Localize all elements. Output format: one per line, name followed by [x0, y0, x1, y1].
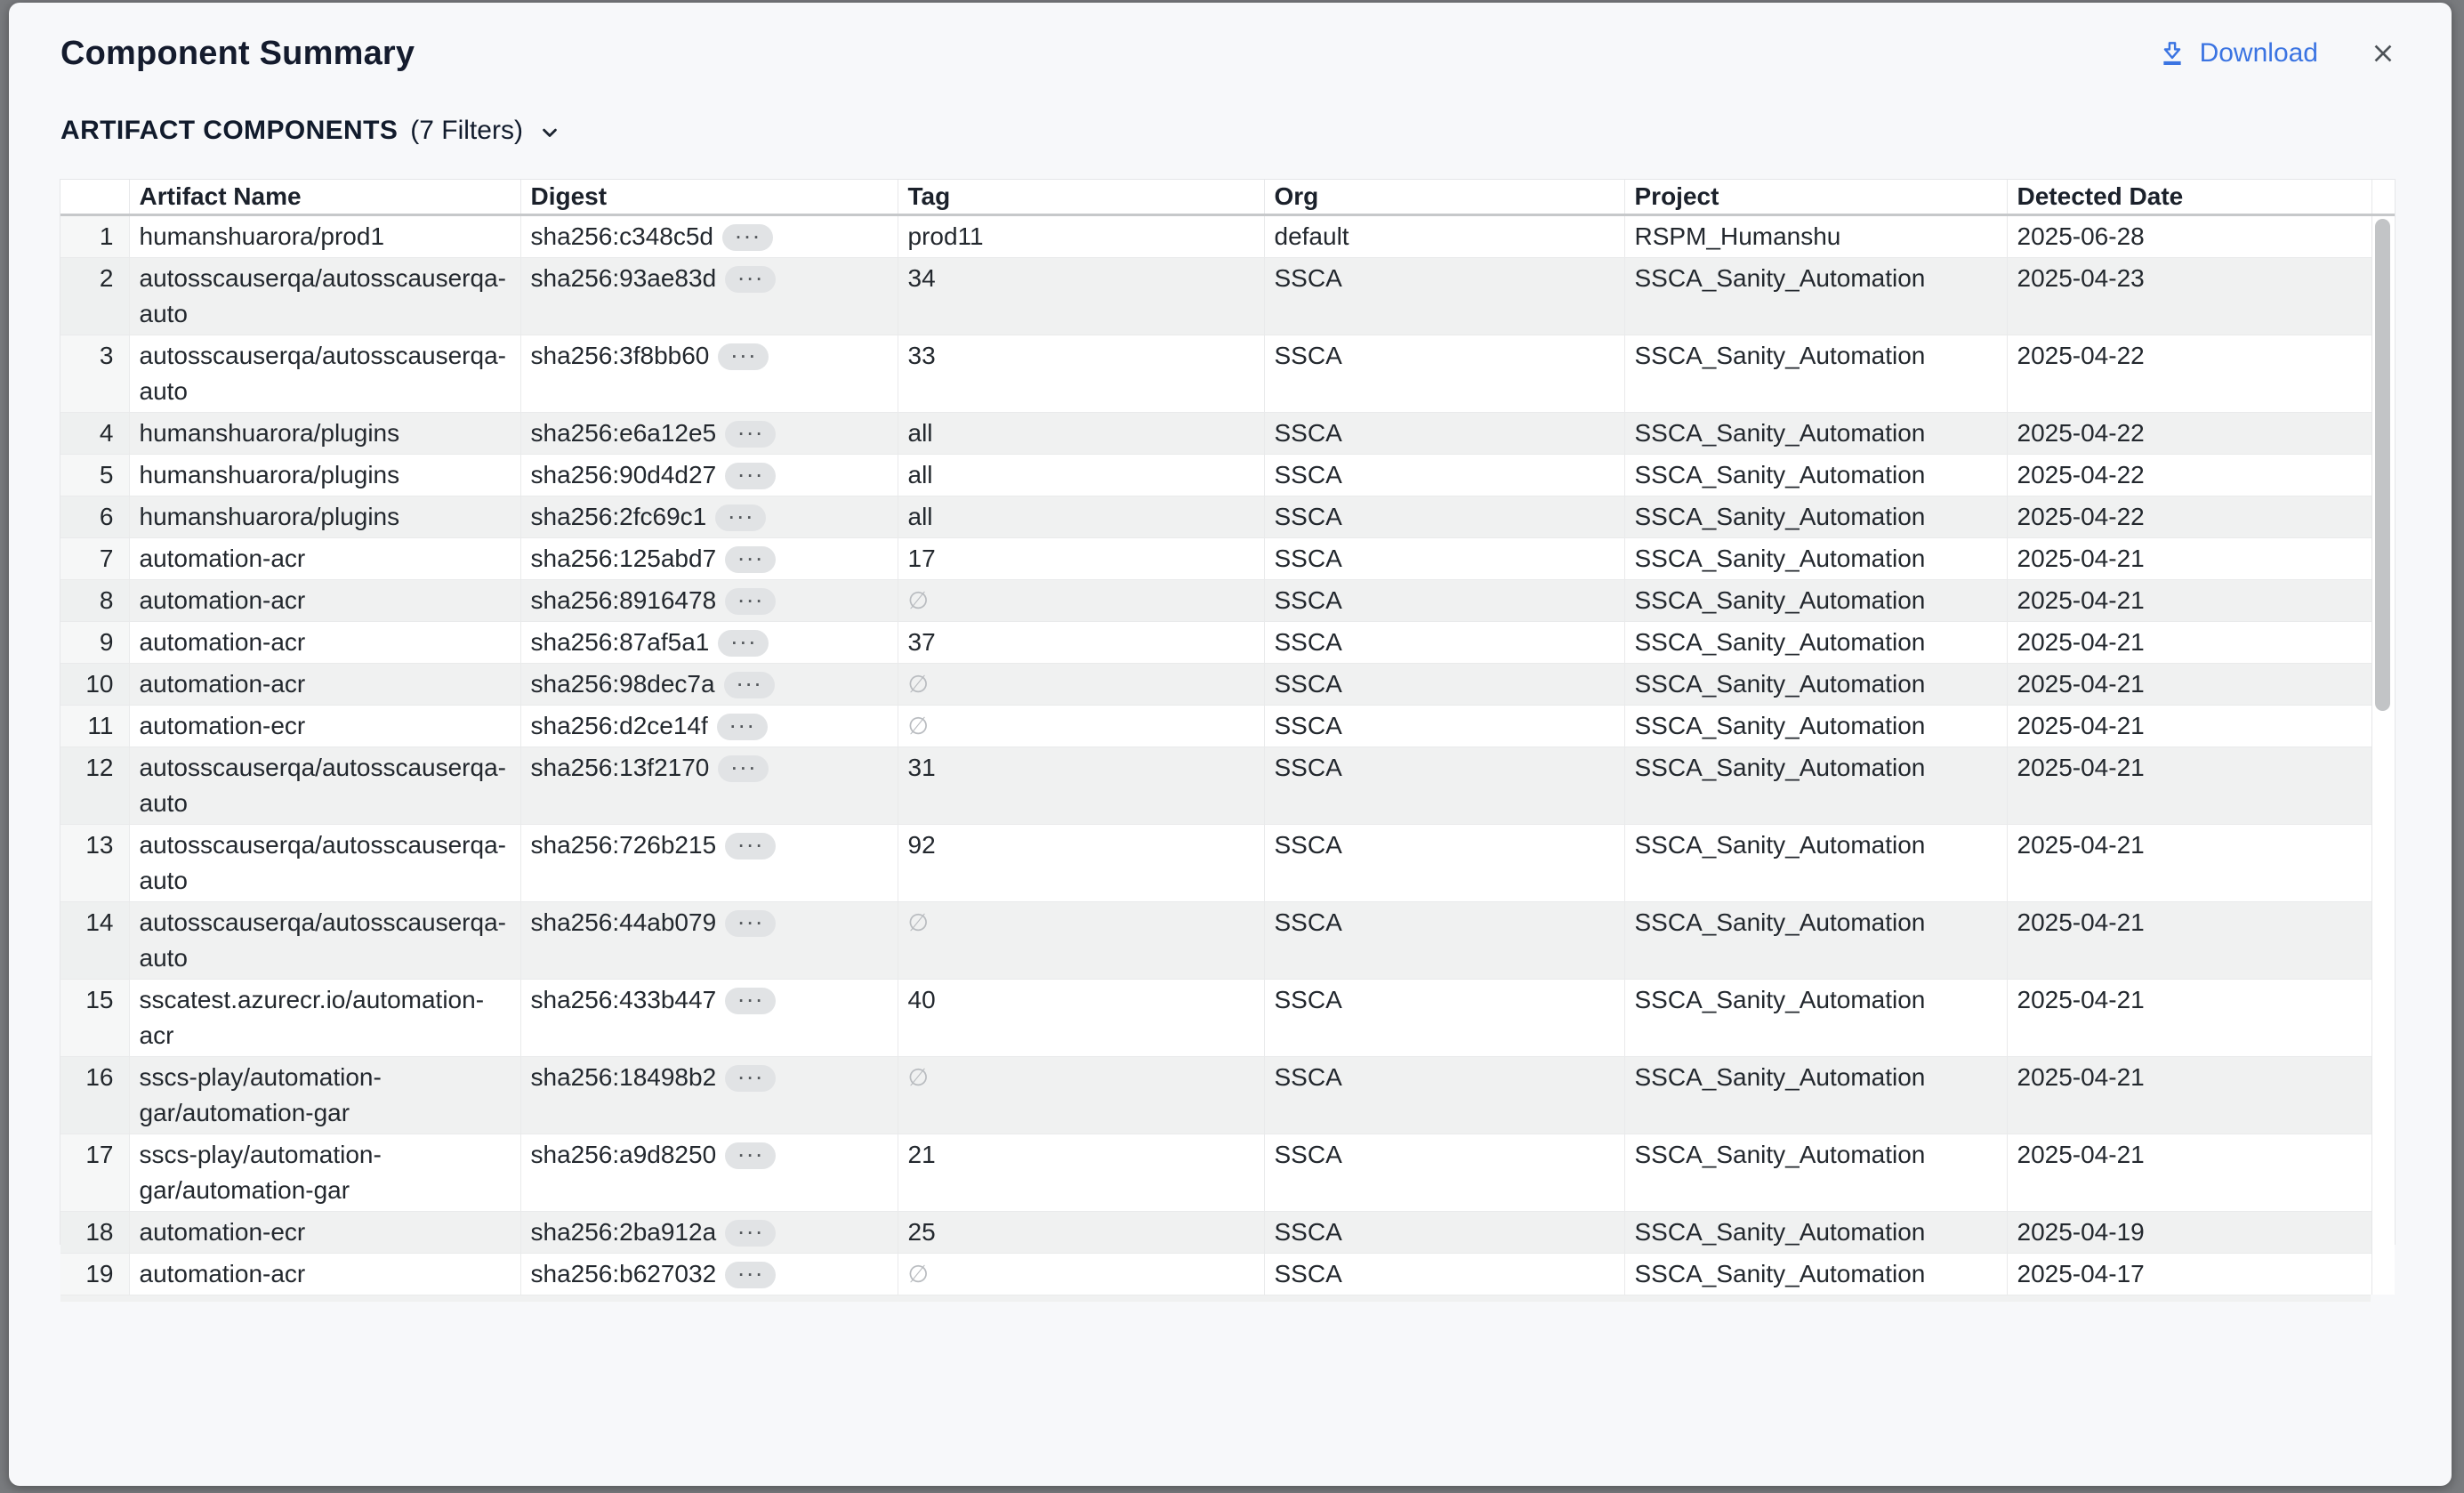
digest-value: sha256:44ab079: [530, 908, 717, 936]
column-header-date: Detected Date: [2007, 180, 2371, 214]
empty-tag-icon: ∅: [907, 1063, 930, 1091]
digest-value: sha256:c348c5d: [530, 222, 714, 250]
cell-project: SSCA_Sanity_Automation: [1624, 579, 2007, 621]
cell-project: SSCA_Sanity_Automation: [1624, 257, 2007, 335]
cell-num: 9: [60, 621, 129, 663]
digest-expand-button[interactable]: ···: [725, 833, 776, 859]
cell-artifact-name: automation-ecr: [129, 705, 520, 746]
cell-artifact-name: sscs-play/automation-gar/automation-gar: [129, 1056, 520, 1134]
column-header-digest: Digest: [520, 180, 898, 214]
table-header: [60, 180, 2395, 214]
artifact-components-toggle[interactable]: [60, 113, 562, 149]
cell-org: SSCA: [1264, 454, 1624, 496]
cell-detected-date: 2025-04-21: [2007, 621, 2371, 663]
cell-digest: [520, 496, 898, 537]
table-row: [60, 412, 2395, 454]
empty-tag-icon: ∅: [907, 586, 930, 614]
digest-value: sha256:726b215: [530, 830, 717, 859]
digest-expand-button[interactable]: ···: [725, 1065, 776, 1092]
cell-num: 11: [60, 705, 129, 746]
cell-org: SSCA: [1264, 1056, 1624, 1134]
cell-tag: 25: [898, 1211, 1264, 1253]
cell-artifact-name: automation-acr: [129, 537, 520, 579]
cell-digest: [520, 257, 898, 335]
component-summary-modal: [9, 3, 2452, 1486]
digest-expand-button[interactable]: ···: [724, 672, 775, 698]
cell-tag: [898, 1056, 1264, 1134]
cell-artifact-name: sscatest.azurecr.io/automation-acr: [129, 979, 520, 1056]
cell-digest: [520, 412, 898, 454]
cell-tag: 37: [898, 621, 1264, 663]
cell-detected-date: 2025-04-21: [2007, 1056, 2371, 1134]
cell-artifact-name: humanshuarora/plugins: [129, 496, 520, 537]
digest-expand-button[interactable]: ···: [722, 224, 773, 251]
digest-expand-button[interactable]: ···: [725, 588, 776, 615]
cell-project: SSCA_Sanity_Automation: [1624, 824, 2007, 901]
empty-tag-icon: ∅: [907, 1260, 930, 1287]
cell-detected-date: 2025-04-21: [2007, 1134, 2371, 1211]
table-scrollbar[interactable]: [2371, 217, 2395, 1246]
cell-tag: all: [898, 454, 1264, 496]
partial-next-row: [60, 1295, 2371, 1302]
cell-project: SSCA_Sanity_Automation: [1624, 621, 2007, 663]
cell-project: SSCA_Sanity_Automation: [1624, 1253, 2007, 1295]
cell-tag: [898, 901, 1264, 979]
table-row: [60, 257, 2395, 335]
cell-digest: [520, 1211, 898, 1253]
digest-expand-button[interactable]: ···: [725, 266, 776, 293]
cell-org: SSCA: [1264, 335, 1624, 412]
cell-detected-date: 2025-04-21: [2007, 537, 2371, 579]
cell-artifact-name: autosscauserqa/autosscauserqa-auto: [129, 257, 520, 335]
digest-expand-button[interactable]: ···: [718, 343, 769, 370]
column-header-project: Project: [1624, 180, 2007, 214]
cell-digest: [520, 454, 898, 496]
digest-expand-button[interactable]: ···: [725, 1220, 776, 1247]
cell-digest: [520, 705, 898, 746]
cell-artifact-name: humanshuarora/prod1: [129, 214, 520, 257]
cell-num: 6: [60, 496, 129, 537]
cell-org: SSCA: [1264, 1134, 1624, 1211]
empty-tag-icon: ∅: [907, 908, 930, 936]
digest-expand-button[interactable]: ···: [725, 1142, 776, 1169]
digest-value: sha256:87af5a1: [530, 627, 710, 656]
cell-org: default: [1264, 214, 1624, 257]
cell-tag: 21: [898, 1134, 1264, 1211]
download-button[interactable]: [2157, 38, 2318, 69]
cell-project: SSCA_Sanity_Automation: [1624, 1211, 2007, 1253]
table-row: [60, 901, 2395, 979]
digest-value: sha256:2ba912a: [530, 1217, 717, 1246]
cell-project: SSCA_Sanity_Automation: [1624, 901, 2007, 979]
cell-project: SSCA_Sanity_Automation: [1624, 1134, 2007, 1211]
cell-num: 10: [60, 663, 129, 705]
table-row: [60, 537, 2395, 579]
cell-detected-date: 2025-04-19: [2007, 1211, 2371, 1253]
cell-detected-date: 2025-04-21: [2007, 705, 2371, 746]
table-row: [60, 1056, 2395, 1134]
cell-artifact-name: autosscauserqa/autosscauserqa-auto: [129, 901, 520, 979]
cell-org: SSCA: [1264, 705, 1624, 746]
cell-org: SSCA: [1264, 537, 1624, 579]
cell-num: 8: [60, 579, 129, 621]
cell-num: 7: [60, 537, 129, 579]
table-scrollbar-thumb[interactable]: [2375, 219, 2390, 711]
digest-value: sha256:d2ce14f: [530, 711, 708, 739]
table-row: [60, 454, 2395, 496]
table-row: [60, 705, 2395, 746]
cell-digest: [520, 537, 898, 579]
components-table-wrap: [60, 179, 2396, 1287]
cell-tag: 34: [898, 257, 1264, 335]
cell-tag: 17: [898, 537, 1264, 579]
cell-digest: [520, 663, 898, 705]
cell-num: 19: [60, 1253, 129, 1295]
cell-tag: 33: [898, 335, 1264, 412]
cell-project: SSCA_Sanity_Automation: [1624, 537, 2007, 579]
cell-artifact-name: humanshuarora/plugins: [129, 454, 520, 496]
digest-value: sha256:3f8bb60: [530, 341, 710, 369]
table-row: [60, 621, 2395, 663]
digest-value: sha256:125abd7: [530, 544, 717, 572]
cell-project: SSCA_Sanity_Automation: [1624, 979, 2007, 1056]
section-title: ARTIFACT COMPONENTS: [60, 116, 399, 145]
empty-tag-icon: ∅: [907, 712, 930, 739]
cell-tag: 31: [898, 746, 1264, 824]
digest-value: sha256:e6a12e5: [530, 418, 717, 447]
cell-digest: [520, 214, 898, 257]
digest-expand-button[interactable]: ···: [725, 421, 776, 448]
cell-num: 2: [60, 257, 129, 335]
cell-digest: [520, 746, 898, 824]
digest-value: sha256:a9d8250: [530, 1140, 717, 1168]
download-label: Download: [2199, 38, 2318, 68]
cell-detected-date: 2025-04-21: [2007, 824, 2371, 901]
close-icon: [2366, 36, 2400, 70]
modal-header: [9, 3, 2452, 74]
cell-artifact-name: sscs-play/automation-gar/automation-gar: [129, 1134, 520, 1211]
digest-expand-button[interactable]: ···: [718, 755, 769, 782]
digest-value: sha256:8916478: [530, 585, 717, 614]
cell-project: SSCA_Sanity_Automation: [1624, 663, 2007, 705]
digest-expand-button[interactable]: ···: [725, 988, 776, 1014]
cell-digest: [520, 579, 898, 621]
table-row: [60, 1253, 2395, 1295]
cell-tag: [898, 1253, 1264, 1295]
page-title: Component Summary: [60, 35, 415, 72]
cell-tag: [898, 705, 1264, 746]
digest-expand-button[interactable]: ···: [725, 910, 776, 937]
cell-num: 1: [60, 214, 129, 257]
digest-value: sha256:2fc69c1: [530, 502, 707, 530]
table-row: [60, 496, 2395, 537]
cell-tag: [898, 663, 1264, 705]
cell-artifact-name: automation-acr: [129, 621, 520, 663]
cell-artifact-name: humanshuarora/plugins: [129, 412, 520, 454]
column-header-artifact: Artifact Name: [129, 180, 520, 214]
cell-digest: [520, 979, 898, 1056]
cell-digest: [520, 1134, 898, 1211]
cell-org: SSCA: [1264, 579, 1624, 621]
cell-detected-date: 2025-04-21: [2007, 663, 2371, 705]
table-row: [60, 824, 2395, 901]
digest-value: sha256:433b447: [530, 985, 717, 1013]
cell-tag: all: [898, 496, 1264, 537]
digest-expand-button[interactable]: ···: [725, 546, 776, 573]
cell-detected-date: 2025-04-21: [2007, 579, 2371, 621]
table-row: [60, 663, 2395, 705]
cell-artifact-name: automation-acr: [129, 1253, 520, 1295]
cell-artifact-name: automation-acr: [129, 663, 520, 705]
scrollbar-spacer: [2371, 180, 2395, 214]
cell-artifact-name: autosscauserqa/autosscauserqa-auto: [129, 746, 520, 824]
digest-expand-button[interactable]: ···: [718, 630, 769, 657]
cell-tag: prod11: [898, 214, 1264, 257]
cell-num: 13: [60, 824, 129, 901]
table-row: [60, 1134, 2395, 1211]
cell-org: SSCA: [1264, 979, 1624, 1056]
cell-tag: all: [898, 412, 1264, 454]
table-row: [60, 579, 2395, 621]
table-row: [60, 979, 2395, 1056]
table-row: [60, 335, 2395, 412]
cell-digest: [520, 824, 898, 901]
cell-org: SSCA: [1264, 663, 1624, 705]
cell-digest: [520, 1056, 898, 1134]
cell-artifact-name: autosscauserqa/autosscauserqa-auto: [129, 335, 520, 412]
cell-detected-date: 2025-04-22: [2007, 335, 2371, 412]
table-row: [60, 746, 2395, 824]
cell-num: 12: [60, 746, 129, 824]
digest-expand-button[interactable]: ···: [717, 714, 768, 740]
digest-value: sha256:93ae83d: [530, 263, 717, 292]
cell-num: 4: [60, 412, 129, 454]
cell-org: SSCA: [1264, 1211, 1624, 1253]
cell-org: SSCA: [1264, 496, 1624, 537]
cell-num: 14: [60, 901, 129, 979]
empty-tag-icon: ∅: [907, 670, 930, 698]
cell-project: RSPM_Humanshu: [1624, 214, 2007, 257]
digest-value: sha256:13f2170: [530, 753, 710, 781]
cell-digest: [520, 1253, 898, 1295]
scrollbar-gutter: [2371, 1253, 2395, 1295]
cell-detected-date: 2025-04-21: [2007, 901, 2371, 979]
cell-detected-date: 2025-04-22: [2007, 454, 2371, 496]
table-row: [60, 1211, 2395, 1253]
components-table: [60, 180, 2395, 1295]
digest-value: sha256:18498b2: [530, 1062, 717, 1091]
table-body: [60, 214, 2395, 1295]
cell-project: SSCA_Sanity_Automation: [1624, 1056, 2007, 1134]
cell-digest: [520, 335, 898, 412]
digest-value: sha256:98dec7a: [530, 669, 715, 698]
cell-tag: [898, 579, 1264, 621]
cell-org: SSCA: [1264, 901, 1624, 979]
table-row: [60, 214, 2395, 257]
cell-digest: [520, 901, 898, 979]
chevron-down-icon: [537, 120, 562, 145]
cell-tag: 40: [898, 979, 1264, 1056]
cell-project: SSCA_Sanity_Automation: [1624, 412, 2007, 454]
cell-num: 5: [60, 454, 129, 496]
cell-detected-date: 2025-04-22: [2007, 496, 2371, 537]
cell-detected-date: 2025-04-22: [2007, 412, 2371, 454]
digest-value: sha256:b627032: [530, 1259, 717, 1287]
cell-project: SSCA_Sanity_Automation: [1624, 335, 2007, 412]
cell-num: 16: [60, 1056, 129, 1134]
cell-artifact-name: automation-ecr: [129, 1211, 520, 1253]
cell-project: SSCA_Sanity_Automation: [1624, 496, 2007, 537]
column-header-tag: Tag: [898, 180, 1264, 214]
cell-num: 3: [60, 335, 129, 412]
cell-project: SSCA_Sanity_Automation: [1624, 454, 2007, 496]
digest-expand-button[interactable]: ···: [725, 463, 776, 489]
column-header-org: Org: [1264, 180, 1624, 214]
cell-org: SSCA: [1264, 746, 1624, 824]
cell-org: SSCA: [1264, 824, 1624, 901]
cell-num: 17: [60, 1134, 129, 1211]
cell-detected-date: 2025-04-23: [2007, 257, 2371, 335]
cell-detected-date: 2025-04-21: [2007, 979, 2371, 1056]
cell-org: SSCA: [1264, 257, 1624, 335]
cell-tag: 92: [898, 824, 1264, 901]
header-actions: [2157, 36, 2400, 70]
close-button[interactable]: [2366, 36, 2400, 70]
cell-artifact-name: automation-acr: [129, 579, 520, 621]
cell-detected-date: 2025-04-17: [2007, 1253, 2371, 1295]
cell-num: 15: [60, 979, 129, 1056]
cell-project: SSCA_Sanity_Automation: [1624, 746, 2007, 824]
cell-artifact-name: autosscauserqa/autosscauserqa-auto: [129, 824, 520, 901]
cell-project: SSCA_Sanity_Automation: [1624, 705, 2007, 746]
digest-value: sha256:90d4d27: [530, 460, 717, 488]
cell-org: SSCA: [1264, 412, 1624, 454]
download-icon: [2157, 38, 2187, 69]
digest-expand-button[interactable]: ···: [725, 1262, 776, 1288]
cell-num: 18: [60, 1211, 129, 1253]
cell-detected-date: 2025-04-21: [2007, 746, 2371, 824]
cell-detected-date: 2025-06-28: [2007, 214, 2371, 257]
filters-count: (7 Filters): [410, 116, 523, 145]
cell-org: SSCA: [1264, 1253, 1624, 1295]
column-header-num: [60, 180, 129, 214]
cell-digest: [520, 621, 898, 663]
digest-expand-button[interactable]: ···: [715, 504, 766, 531]
cell-org: SSCA: [1264, 621, 1624, 663]
